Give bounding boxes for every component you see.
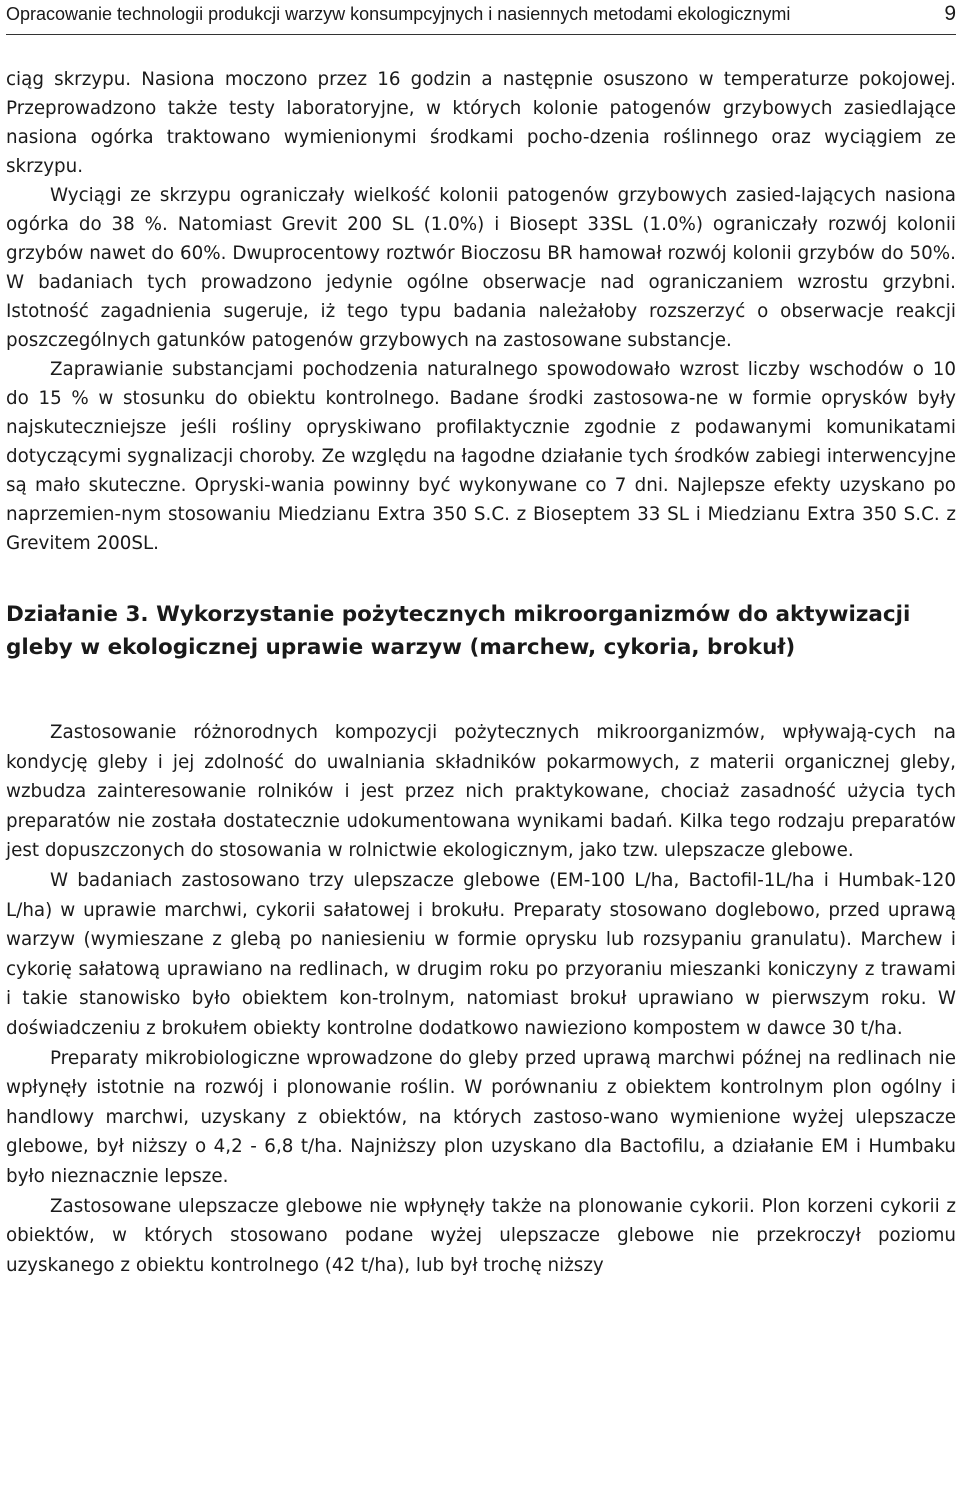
header-title: Opracowanie technologii produkcji warzyw konsumpcyjnych i nasiennych metodami ekologicznymi <box>6 4 791 24</box>
section-heading: Działanie 3. Wykorzystanie pożytecznych mikroorganizmów do aktywizacji gleby w ekologicznej uprawie warzyw (marchew, cykoria, brokuł) <box>6 602 911 660</box>
paragraph: Zastosowane ulepszacze glebowe nie wpłynęły także na plonowanie cykorii. Plon korzeni cykorii z obiektów, w których stosowano podane wyżej ulepszacze glebowe nie przekroczył poziomu uzyskanego z obiektu kontrolnego (42 t/ha), lub był trochę niższy <box>6 1195 956 1276</box>
paragraph: ciąg skrzypu. Nasiona moczono przez 16 godzin a następnie osuszono w temperaturze pokojowej. Przeprowadzono także testy laboratoryjne, w których kolonie patogenów grzybowych zasiedlające nasiona ogórka traktowano wymienionymi środkami pocho-dzenia roślinnego oraz wyciągiem ze skrzypu. <box>6 69 956 177</box>
body-text-bottom <box>6 718 956 1280</box>
body-text-top <box>6 65 956 558</box>
document-page <box>6 0 956 1280</box>
paragraph: Zastosowanie różnorodnych kompozycji pożytecznych mikroorganizmów, wpływają-cych na kondycję gleby i jej zdolność do uwalniania składników pokarmowych, z materii organicznej gleby, wzbudza zainteresowanie rolników i jest przez nich praktykowane, chociaż zasadność użycia tych preparatów nie została dostatecznie udokumentowana wynikami badań. Kilka tego rodzaju preparatów jest dopuszczonych do stosowania w rolnictwie ekologicznym, jako tzw. ulepszacze glebowe. <box>6 722 956 862</box>
page-number: 9 <box>944 2 956 25</box>
paragraph: Zaprawianie substancjami pochodzenia naturalnego spowodowało wzrost liczby wschodów o 10 do 15 % w stosunku do obiektu kontrolnego. Badane środki zastosowa-ne w formie oprysków były najskuteczniejsze jeśli rośliny opryskiwano profilaktycznie zgodnie z podawanymi komunikatami dotyczącymi sygnalizacji choroby. Ze względu na łagodne działanie tych środków zabiegi interwencyjne są mało skuteczne. Opryski-wania powinny być wykonywane co 7 dni. Najlepsze efekty uzyskano po naprzemien-nym stosowaniu Miedzianu Extra 350 S.C. z Bioseptem 33 SL i Miedzianu Extra 350 S.C. z Grevitem 200SL. <box>6 359 956 554</box>
paragraph: W badaniach zastosowano trzy ulepszacze glebowe (EM-100 L/ha, Bactofil-1L/ha i Humbak-120 L/ha) w uprawie marchwi, cykorii sałatowej i brokułu. Preparaty stosowano doglebowo, przed uprawą warzyw (wymieszane z glebą po naniesieniu w formie oprysku lub rozsypaniu granulatu). Marchew i cykorię sałatową uprawiano na redlinach, w drugim roku po przyoraniu mieszanki koniczyny z trawami i takie stanowisko było obiektem kon-trolnym, natomiast brokuł uprawiano w pierwszym roku. W doświadczeniu z brokułem obiekty kontrolne dodatkowo nawieziono kompostem w dawce 30 t/ha. <box>6 869 956 1039</box>
running-header <box>6 0 956 35</box>
paragraph: Wyciągi ze skrzypu ograniczały wielkość kolonii patogenów grzybowych zasied-lających nasiona ogórka do 38 %. Natomiast Grevit 200 SL (1.0%) i Biosept 33SL (1.0%) ograniczały rozwój kolonii grzybów nawet do 60%. Dwuprocentowy roztwór Bioczosu BR hamował rozwój kolonii grzybów do 50%. W badaniach tych prowadzono jedynie ogólne obserwacje nad ograniczaniem wzrostu grzybni. Istotność zagadnienia sugeruje, iż tego typu badania należałoby rozszerzyć o obserwacje reakcji poszczególnych gatunków patogenów grzybowych na zastosowane substancje. <box>6 185 956 351</box>
paragraph: Preparaty mikrobiologiczne wprowadzone do gleby przed uprawą marchwi późnej na redlinach nie wpłynęły istotnie na rozwój i plonowanie roślin. W porównaniu z obiektem kontrolnym plon ogólny i handlowy marchwi, uzyskany z obiektów, na których zastoso-wano wymienione wyżej ulepszacze glebowe, był niższy o 4,2 - 6,8 t/ha. Najniższy plon uzyskano dla Bactofilu, a działanie EM i Humbaku było nieznacznie lepsze. <box>6 1047 956 1187</box>
